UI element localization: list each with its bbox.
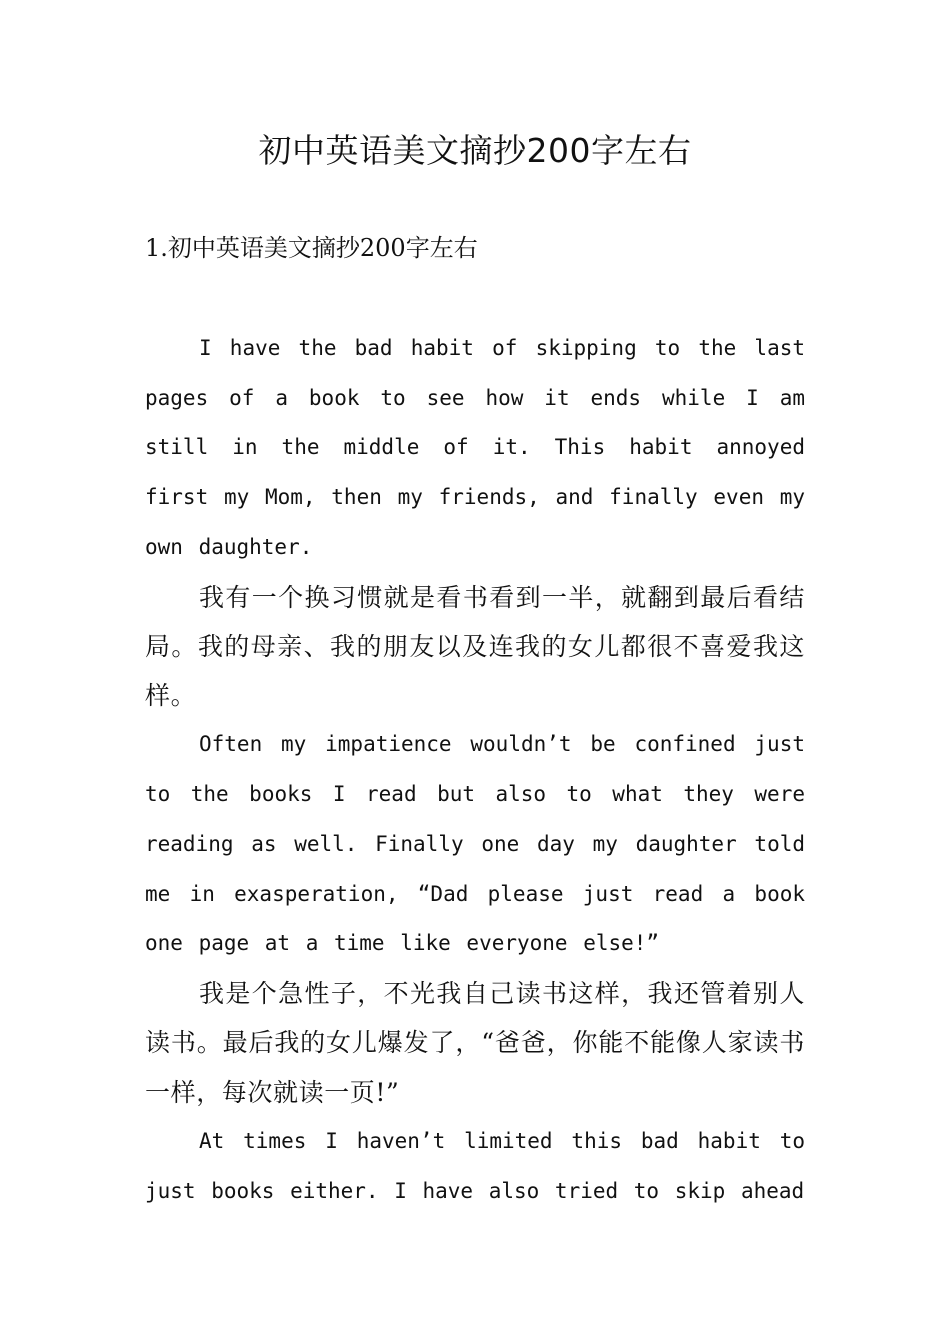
paragraph-english-2: Often my impatience wouldn’t be confined just to the books I read but also to what they were reading as well. Finally one day my daughter told me in exasperation, “Dad please just read a book one page at a time like everyone else!” bbox=[145, 732, 805, 956]
document-body bbox=[145, 324, 805, 1216]
paragraph-english-1: I have the bad habit of skipping to the last pages of a book to see how it ends while I am still in the middle of it. This habit annoyed first my Mom, then my friends, and finally even my own daughter. bbox=[145, 336, 805, 559]
paragraph-chinese-2: 我是个急性子，不光我自己读书这样，我还管着别人读书。最后我的女儿爆发了，“爸爸，你能不能像人家读书一样，每次就读一页!” bbox=[145, 978, 805, 1107]
document-title: 初中英语美文摘抄200字左右 bbox=[258, 131, 692, 170]
paragraph-english-3: At times I haven’t limited this bad habit to just books either. I have also tried to skip ahead bbox=[145, 1128, 805, 1203]
paragraph-chinese-1: 我有一个换习惯就是看书看到一半，就翻到最后看结局。我的母亲、我的朋友以及连我的女儿都很不喜爱我这样。 bbox=[145, 582, 805, 711]
section-heading: 1.初中英语美文摘抄200字左右 bbox=[145, 234, 478, 262]
